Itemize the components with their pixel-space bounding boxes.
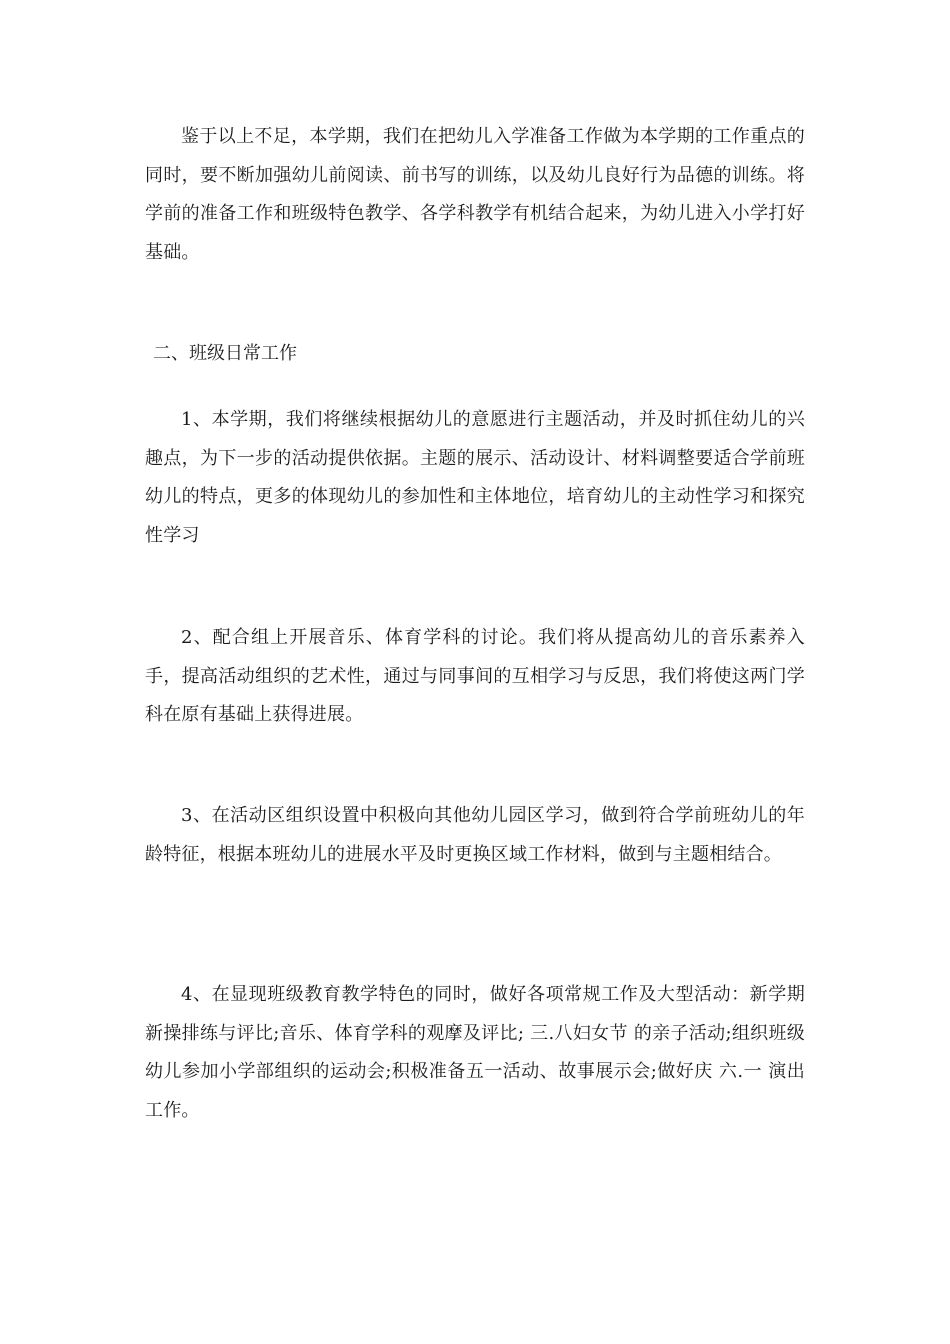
item-paragraph-2: 2、配合组上开展音乐、体育学科的讨论。我们将从提高幼儿的音乐素养入手，提高活动组织的艺术性，通过与同事间的互相学习与反思，我们将使这两门学科在原有基础上获得进展。 <box>145 627 805 725</box>
item-paragraph-1: 1、本学期，我们将继续根据幼儿的意愿进行主题活动，并及时抓住幼儿的兴趣点，为下一步的活动提供依据。主题的展示、活动设计、材料调整要适合学前班幼儿的特点，更多的体现幼儿的参加性和主体地位，培育幼儿的主动性学习和探究性学习 <box>145 409 805 546</box>
item-paragraph-3: 3、在活动区组织设置中积极向其他幼儿园区学习，做到符合学前班幼儿的年龄特征，根据本班幼儿的进展水平及时更换区域工作材料，做到与主题相结合。 <box>145 805 805 865</box>
intro-paragraph: 鉴于以上不足，本学期，我们在把幼儿入学准备工作做为本学期的工作重点的同时，要不断加强幼儿前阅读、前书写的训练，以及幼儿良好行为品德的训练。将学前的准备工作和班级特色教学、各学科教学有机结合起来，为幼儿进入小学打好基础。 <box>145 126 805 263</box>
section-heading: 二、班级日常工作 <box>153 343 297 364</box>
item-paragraph-4: 4、在显现班级教育教学特色的同时，做好各项常规工作及大型活动：新学期新操排练与评比;音乐、体育学科的观摩及评比; 三.八妇女节 的亲子活动;组织班级幼儿参加小学部组织的运动会;积极准备五一活动、故事展示会;做好庆 六.一 演出工作。 <box>145 984 805 1121</box>
